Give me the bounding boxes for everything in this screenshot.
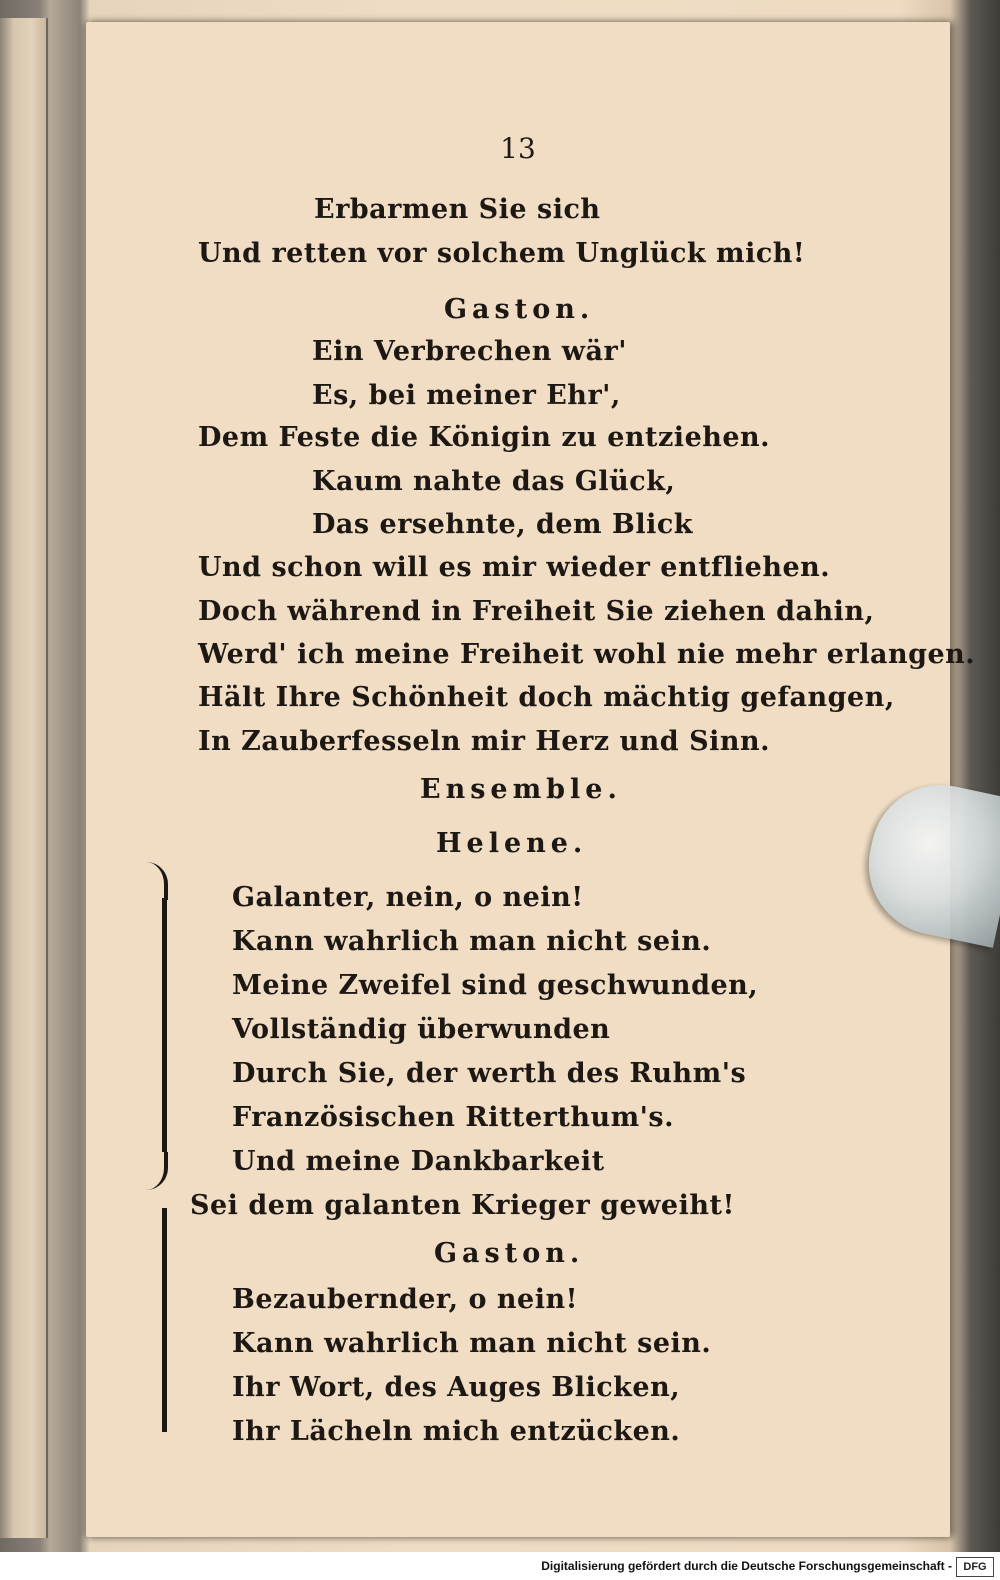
show-through-text: [720, 200, 728, 228]
text-line: Bezaubernder, o nein!: [232, 1284, 578, 1315]
text-line: Ihr Lächeln mich entzücken.: [232, 1416, 681, 1447]
book-page: [86, 22, 976, 1537]
footer-credit: Digitalisierung gefördert durch die Deutsche Forschungsgemeinschaft -: [541, 1559, 952, 1573]
text-line: Vollständig überwunden: [232, 1014, 611, 1045]
text-line: Kann wahrlich man nicht sein.: [232, 1328, 712, 1359]
text-line: Französischen Ritterthum's.: [232, 1102, 675, 1133]
text-line: In Zauberfesseln mir Herz und Sinn.: [198, 726, 770, 757]
speaker-name: Gaston.: [434, 1238, 585, 1269]
text-line: Das ersehnte, dem Blick: [312, 509, 694, 540]
text-line: Kaum nahte das Glück,: [312, 466, 676, 497]
section-heading: Ensemble.: [420, 774, 622, 805]
text-line: Durch Sie, der werth des Ruhm's: [232, 1058, 747, 1089]
speaker-name: Gaston.: [444, 294, 595, 325]
text-line: Erbarmen Sie sich: [314, 194, 601, 225]
text-line: Ein Verbrechen wär': [312, 336, 628, 367]
text-line: Galanter, nein, o nein!: [232, 882, 584, 913]
text-line: Sei dem galanten Krieger geweiht!: [190, 1190, 735, 1221]
dfg-logo: DFG: [956, 1557, 994, 1577]
text-line: Und meine Dankbarkeit: [232, 1146, 605, 1177]
text-line: Dem Feste die Königin zu entziehen.: [198, 422, 771, 453]
text-line: Kann wahrlich man nicht sein.: [232, 926, 712, 957]
left-page-edge: [0, 18, 48, 1538]
footer-bar: [0, 1552, 1000, 1580]
text-line: Hält Ihre Schönheit doch mächtig gefangen,: [198, 682, 895, 713]
text-line: Und schon will es mir wieder entfliehen.: [198, 552, 831, 583]
page-number: 13: [500, 132, 536, 165]
text-line: Doch während in Freiheit Sie ziehen dahin,: [198, 596, 875, 627]
speaker-name: Helene.: [436, 828, 588, 859]
text-line: Ihr Wort, des Auges Blicken,: [232, 1372, 681, 1403]
text-line: Werd' ich meine Freiheit wohl nie mehr erlangen.: [198, 639, 976, 670]
brace-line-upper: [162, 898, 167, 1152]
text-line: Es, bei meiner Ehr',: [312, 380, 621, 411]
text-line: Meine Zweifel sind geschwunden,: [232, 970, 759, 1001]
text-line: Und retten vor solchem Unglück mich!: [198, 238, 806, 269]
brace-line-lower: [162, 1208, 167, 1432]
